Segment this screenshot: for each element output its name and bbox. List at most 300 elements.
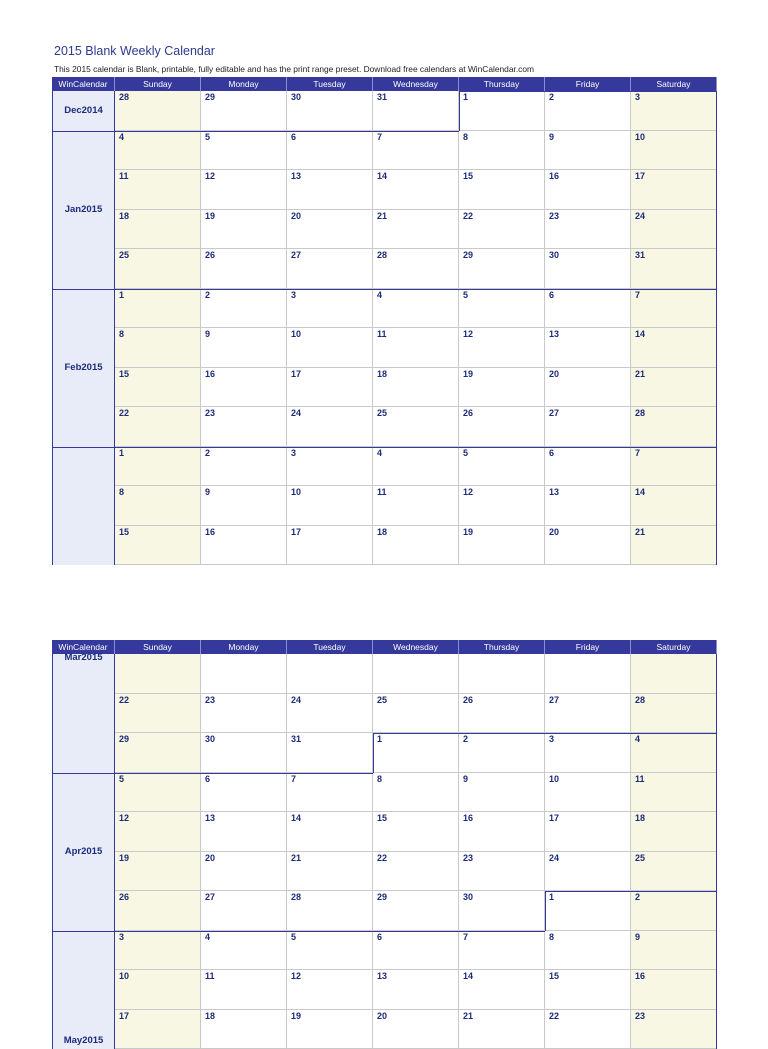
day-cell[interactable]	[459, 249, 545, 289]
month-label: May2015	[52, 1035, 115, 1046]
day-cell[interactable]	[115, 131, 201, 171]
day-number: 29	[205, 92, 215, 102]
month-label: Feb2015	[52, 362, 115, 373]
day-number: 18	[205, 1011, 215, 1021]
day-number: 18	[377, 369, 387, 379]
day-cell[interactable]	[201, 970, 287, 1010]
day-number: 6	[549, 448, 554, 458]
month-divider	[52, 773, 115, 774]
day-cell[interactable]	[373, 526, 459, 566]
day-cell[interactable]	[545, 486, 631, 526]
day-number: 16	[463, 813, 473, 823]
day-number: 28	[635, 408, 645, 418]
day-number: 15	[549, 971, 559, 981]
day-number: 11	[205, 971, 215, 981]
day-cell[interactable]	[115, 249, 201, 289]
day-cell[interactable]	[373, 486, 459, 526]
day-cell[interactable]	[373, 852, 459, 892]
day-cell[interactable]	[201, 328, 287, 368]
day-number: 5	[463, 448, 468, 458]
day-number: 24	[549, 853, 559, 863]
day-number: 14	[635, 487, 645, 497]
day-cell[interactable]	[545, 328, 631, 368]
day-cell[interactable]	[459, 486, 545, 526]
day-number: 12	[463, 329, 473, 339]
day-cell[interactable]	[115, 210, 201, 250]
month-divider	[52, 447, 115, 448]
day-cell[interactable]	[373, 1010, 459, 1049]
day-cell[interactable]	[545, 733, 631, 773]
day-number: 22	[463, 211, 473, 221]
day-cell[interactable]	[201, 249, 287, 289]
day-cell[interactable]	[631, 289, 717, 329]
day-cell[interactable]	[545, 970, 631, 1010]
day-number: 10	[549, 774, 559, 784]
day-number: 25	[119, 250, 129, 260]
day-number: 4	[377, 448, 382, 458]
day-number: 5	[205, 132, 210, 142]
day-cell[interactable]	[201, 773, 287, 813]
day-cell[interactable]	[631, 773, 717, 813]
day-cell[interactable]	[545, 289, 631, 329]
month-boundary-line	[545, 891, 717, 892]
day-number: 29	[463, 250, 473, 260]
day-number: 7	[291, 774, 296, 784]
day-cell[interactable]	[115, 447, 201, 487]
day-number: 13	[377, 971, 387, 981]
day-cell[interactable]	[373, 773, 459, 813]
day-cell[interactable]	[459, 447, 545, 487]
month-boundary-line	[545, 891, 546, 931]
day-cell[interactable]	[545, 249, 631, 289]
day-cell[interactable]	[373, 931, 459, 971]
day-number: 12	[291, 971, 301, 981]
day-cell[interactable]	[459, 891, 545, 931]
day-number: 25	[635, 853, 645, 863]
day-number: 20	[205, 853, 215, 863]
day-cell[interactable]	[373, 249, 459, 289]
day-number: 17	[635, 171, 645, 181]
day-number: 2	[463, 734, 468, 744]
day-number: 13	[549, 487, 559, 497]
day-cell[interactable]	[459, 970, 545, 1010]
header-day-monday: Monday	[201, 640, 287, 654]
day-cell[interactable]	[373, 407, 459, 447]
day-cell[interactable]	[287, 852, 373, 892]
day-cell[interactable]	[631, 931, 717, 971]
day-number: 4	[119, 132, 124, 142]
day-number: 24	[291, 695, 301, 705]
day-number: 18	[377, 527, 387, 537]
day-cell[interactable]	[459, 526, 545, 566]
day-number: 21	[377, 211, 387, 221]
day-number: 10	[119, 971, 129, 981]
day-cell[interactable]	[459, 1010, 545, 1049]
day-cell[interactable]	[631, 447, 717, 487]
day-cell[interactable]	[201, 170, 287, 210]
day-cell[interactable]	[287, 289, 373, 329]
day-cell[interactable]	[201, 447, 287, 487]
day-cell[interactable]	[201, 931, 287, 971]
day-number: 15	[463, 171, 473, 181]
header-day-sunday: Sunday	[115, 77, 201, 91]
day-number: 11	[377, 329, 387, 339]
day-cell[interactable]	[631, 328, 717, 368]
day-number: 17	[549, 813, 559, 823]
day-number: 23	[205, 695, 215, 705]
day-cell[interactable]	[115, 970, 201, 1010]
day-number: 21	[291, 853, 301, 863]
header-day-wednesday: Wednesday	[373, 640, 459, 654]
day-cell[interactable]	[201, 852, 287, 892]
day-cell[interactable]	[115, 1010, 201, 1049]
day-cell[interactable]	[373, 131, 459, 171]
header-day-tuesday: Tuesday	[287, 640, 373, 654]
day-number: 9	[635, 932, 640, 942]
day-number: 13	[205, 813, 215, 823]
day-cell[interactable]	[287, 91, 373, 131]
day-cell[interactable]	[631, 407, 717, 447]
day-cell[interactable]	[373, 368, 459, 408]
day-number: 20	[549, 369, 559, 379]
day-number: 4	[377, 290, 382, 300]
day-cell[interactable]	[201, 91, 287, 131]
day-cell[interactable]	[201, 289, 287, 329]
day-number: 2	[635, 892, 640, 902]
day-cell[interactable]	[287, 526, 373, 566]
header-day-friday: Friday	[545, 77, 631, 91]
day-number: 3	[119, 932, 124, 942]
day-number: 11	[377, 487, 387, 497]
day-number: 26	[119, 892, 129, 902]
day-cell[interactable]	[201, 694, 287, 734]
day-cell[interactable]	[115, 694, 201, 734]
day-cell[interactable]	[287, 970, 373, 1010]
day-cell[interactable]	[459, 210, 545, 250]
day-cell[interactable]	[631, 733, 717, 773]
day-number: 28	[635, 695, 645, 705]
day-number: 6	[205, 774, 210, 784]
day-number: 30	[205, 734, 215, 744]
day-number: 21	[463, 1011, 473, 1021]
day-number: 21	[635, 369, 645, 379]
day-cell[interactable]	[459, 733, 545, 773]
day-cell[interactable]	[201, 526, 287, 566]
day-number: 18	[119, 211, 129, 221]
month-boundary-line	[115, 289, 717, 290]
day-number: 24	[291, 408, 301, 418]
day-cell[interactable]	[287, 1010, 373, 1049]
day-cell[interactable]	[631, 812, 717, 852]
day-cell[interactable]	[545, 654, 631, 694]
day-cell[interactable]	[115, 891, 201, 931]
day-number: 11	[119, 171, 129, 181]
day-cell[interactable]	[631, 131, 717, 171]
day-number: 5	[463, 290, 468, 300]
day-cell[interactable]	[545, 131, 631, 171]
grid-right-border	[716, 654, 717, 1049]
month-boundary-line	[459, 91, 717, 92]
day-cell[interactable]	[459, 931, 545, 971]
day-cell[interactable]	[201, 131, 287, 171]
month-boundary-line	[373, 733, 374, 773]
day-number: 17	[291, 369, 301, 379]
day-number: 22	[119, 695, 129, 705]
day-cell[interactable]	[201, 368, 287, 408]
month-boundary-line	[115, 773, 373, 774]
day-cell[interactable]	[115, 91, 201, 131]
month-cell	[52, 447, 115, 566]
day-number: 30	[549, 250, 559, 260]
day-cell[interactable]	[287, 486, 373, 526]
day-cell[interactable]	[459, 131, 545, 171]
day-cell[interactable]	[545, 447, 631, 487]
day-cell[interactable]	[459, 852, 545, 892]
day-number: 27	[205, 892, 215, 902]
day-cell[interactable]	[287, 694, 373, 734]
day-number: 15	[119, 527, 129, 537]
header-day-wednesday: Wednesday	[373, 77, 459, 91]
day-number: 9	[549, 132, 554, 142]
day-number: 30	[291, 92, 301, 102]
header-day-saturday: Saturday	[631, 640, 717, 654]
day-number: 18	[635, 813, 645, 823]
day-cell[interactable]	[287, 891, 373, 931]
day-cell[interactable]	[373, 91, 459, 131]
day-cell[interactable]	[373, 328, 459, 368]
day-cell[interactable]	[115, 368, 201, 408]
day-number: 15	[119, 369, 129, 379]
day-number: 15	[377, 813, 387, 823]
day-number: 3	[549, 734, 554, 744]
day-cell[interactable]	[115, 170, 201, 210]
day-number: 12	[205, 171, 215, 181]
day-number: 22	[119, 408, 129, 418]
day-cell[interactable]	[631, 368, 717, 408]
day-cell[interactable]	[115, 812, 201, 852]
day-cell[interactable]	[459, 91, 545, 131]
day-cell[interactable]	[373, 447, 459, 487]
day-number: 8	[549, 932, 554, 942]
day-number: 2	[549, 92, 554, 102]
day-number: 8	[463, 132, 468, 142]
day-cell[interactable]	[459, 407, 545, 447]
day-cell[interactable]	[201, 486, 287, 526]
month-cell	[52, 931, 115, 1049]
header-corner-label: WinCalendar	[52, 640, 115, 654]
day-cell[interactable]	[115, 328, 201, 368]
day-cell[interactable]	[287, 931, 373, 971]
day-cell[interactable]	[115, 526, 201, 566]
day-cell[interactable]	[545, 1010, 631, 1049]
day-number: 5	[291, 932, 296, 942]
day-number: 23	[549, 211, 559, 221]
day-cell[interactable]	[545, 407, 631, 447]
day-cell[interactable]	[459, 368, 545, 408]
header-day-friday: Friday	[545, 640, 631, 654]
day-number: 17	[119, 1011, 129, 1021]
day-cell[interactable]	[287, 131, 373, 171]
day-number: 1	[119, 290, 124, 300]
day-number: 6	[549, 290, 554, 300]
month-cell	[52, 654, 115, 773]
day-cell[interactable]	[373, 733, 459, 773]
month-label: Mar2015	[52, 652, 115, 663]
day-number: 23	[463, 853, 473, 863]
day-cell[interactable]	[115, 931, 201, 971]
day-number: 14	[291, 813, 301, 823]
day-number: 7	[463, 932, 468, 942]
day-number: 1	[549, 892, 554, 902]
day-number: 7	[635, 290, 640, 300]
day-number: 16	[205, 527, 215, 537]
day-cell[interactable]	[631, 852, 717, 892]
day-cell[interactable]	[373, 210, 459, 250]
day-cell[interactable]	[631, 694, 717, 734]
day-cell[interactable]	[201, 812, 287, 852]
day-cell[interactable]	[459, 654, 545, 694]
day-cell[interactable]	[545, 526, 631, 566]
day-number: 16	[205, 369, 215, 379]
day-cell[interactable]	[545, 931, 631, 971]
day-number: 10	[635, 132, 645, 142]
day-number: 17	[291, 527, 301, 537]
day-cell[interactable]	[287, 812, 373, 852]
day-cell[interactable]	[631, 526, 717, 566]
day-cell[interactable]	[545, 891, 631, 931]
day-cell[interactable]	[373, 694, 459, 734]
day-number: 3	[635, 92, 640, 102]
header-day-saturday: Saturday	[631, 77, 717, 91]
day-cell[interactable]	[631, 891, 717, 931]
day-cell[interactable]	[115, 852, 201, 892]
day-cell[interactable]	[459, 773, 545, 813]
day-cell[interactable]	[631, 654, 717, 694]
day-cell[interactable]	[545, 210, 631, 250]
header-day-tuesday: Tuesday	[287, 77, 373, 91]
day-cell[interactable]	[287, 447, 373, 487]
day-cell[interactable]	[201, 891, 287, 931]
day-cell[interactable]	[201, 407, 287, 447]
day-cell[interactable]	[287, 654, 373, 694]
day-number: 20	[377, 1011, 387, 1021]
header-day-sunday: Sunday	[115, 640, 201, 654]
day-number: 30	[463, 892, 473, 902]
day-number: 12	[463, 487, 473, 497]
day-cell[interactable]	[287, 407, 373, 447]
day-cell[interactable]	[545, 773, 631, 813]
day-cell[interactable]	[287, 368, 373, 408]
day-cell[interactable]	[545, 368, 631, 408]
day-cell[interactable]	[631, 91, 717, 131]
day-cell[interactable]	[373, 891, 459, 931]
day-number: 22	[549, 1011, 559, 1021]
day-number: 20	[549, 527, 559, 537]
day-number: 8	[377, 774, 382, 784]
day-number: 9	[205, 487, 210, 497]
page-title: 2015 Blank Weekly Calendar	[54, 44, 215, 58]
month-label: Dec2014	[52, 105, 115, 116]
day-cell[interactable]	[287, 210, 373, 250]
month-boundary-line	[373, 733, 717, 734]
day-cell[interactable]	[201, 1010, 287, 1049]
day-cell[interactable]	[631, 486, 717, 526]
day-cell[interactable]	[201, 733, 287, 773]
day-number: 1	[119, 448, 124, 458]
day-cell[interactable]	[631, 170, 717, 210]
day-cell[interactable]	[631, 210, 717, 250]
day-number: 8	[119, 329, 124, 339]
day-number: 4	[635, 734, 640, 744]
day-number: 14	[635, 329, 645, 339]
day-cell[interactable]	[545, 852, 631, 892]
day-cell[interactable]	[631, 970, 717, 1010]
header-corner-label: WinCalendar	[52, 77, 115, 91]
day-cell[interactable]	[287, 733, 373, 773]
day-cell[interactable]	[631, 249, 717, 289]
day-number: 5	[119, 774, 124, 784]
day-cell[interactable]	[459, 328, 545, 368]
day-cell[interactable]	[373, 812, 459, 852]
day-cell[interactable]	[545, 812, 631, 852]
day-cell[interactable]	[459, 812, 545, 852]
day-number: 24	[635, 211, 645, 221]
day-cell[interactable]	[287, 773, 373, 813]
day-cell[interactable]	[115, 486, 201, 526]
day-cell[interactable]	[287, 170, 373, 210]
day-number: 19	[463, 527, 473, 537]
day-number: 28	[291, 892, 301, 902]
day-number: 22	[377, 853, 387, 863]
header-day-monday: Monday	[201, 77, 287, 91]
day-number: 9	[205, 329, 210, 339]
day-number: 2	[205, 448, 210, 458]
day-cell[interactable]	[115, 773, 201, 813]
day-cell[interactable]	[459, 170, 545, 210]
day-cell[interactable]	[115, 654, 201, 694]
grid-right-border	[716, 91, 717, 565]
day-number: 31	[635, 250, 645, 260]
day-cell[interactable]	[459, 289, 545, 329]
day-cell[interactable]	[373, 170, 459, 210]
day-cell[interactable]	[373, 970, 459, 1010]
day-cell[interactable]	[459, 694, 545, 734]
weekday-header	[52, 77, 717, 91]
day-number: 19	[205, 211, 215, 221]
day-cell[interactable]	[373, 289, 459, 329]
day-cell[interactable]	[373, 654, 459, 694]
day-number: 16	[635, 971, 645, 981]
day-cell[interactable]	[545, 694, 631, 734]
day-cell[interactable]	[115, 407, 201, 447]
day-number: 1	[463, 92, 468, 102]
day-cell[interactable]	[287, 328, 373, 368]
day-cell[interactable]	[201, 654, 287, 694]
day-cell[interactable]	[631, 1010, 717, 1049]
day-number: 6	[291, 132, 296, 142]
day-number: 21	[635, 527, 645, 537]
day-cell[interactable]	[201, 210, 287, 250]
day-cell[interactable]	[545, 170, 631, 210]
day-number: 4	[205, 932, 210, 942]
day-number: 26	[463, 408, 473, 418]
day-number: 25	[377, 408, 387, 418]
day-cell[interactable]	[545, 91, 631, 131]
day-number: 6	[377, 932, 382, 942]
day-cell[interactable]	[115, 733, 201, 773]
day-cell[interactable]	[115, 289, 201, 329]
day-cell[interactable]	[287, 249, 373, 289]
